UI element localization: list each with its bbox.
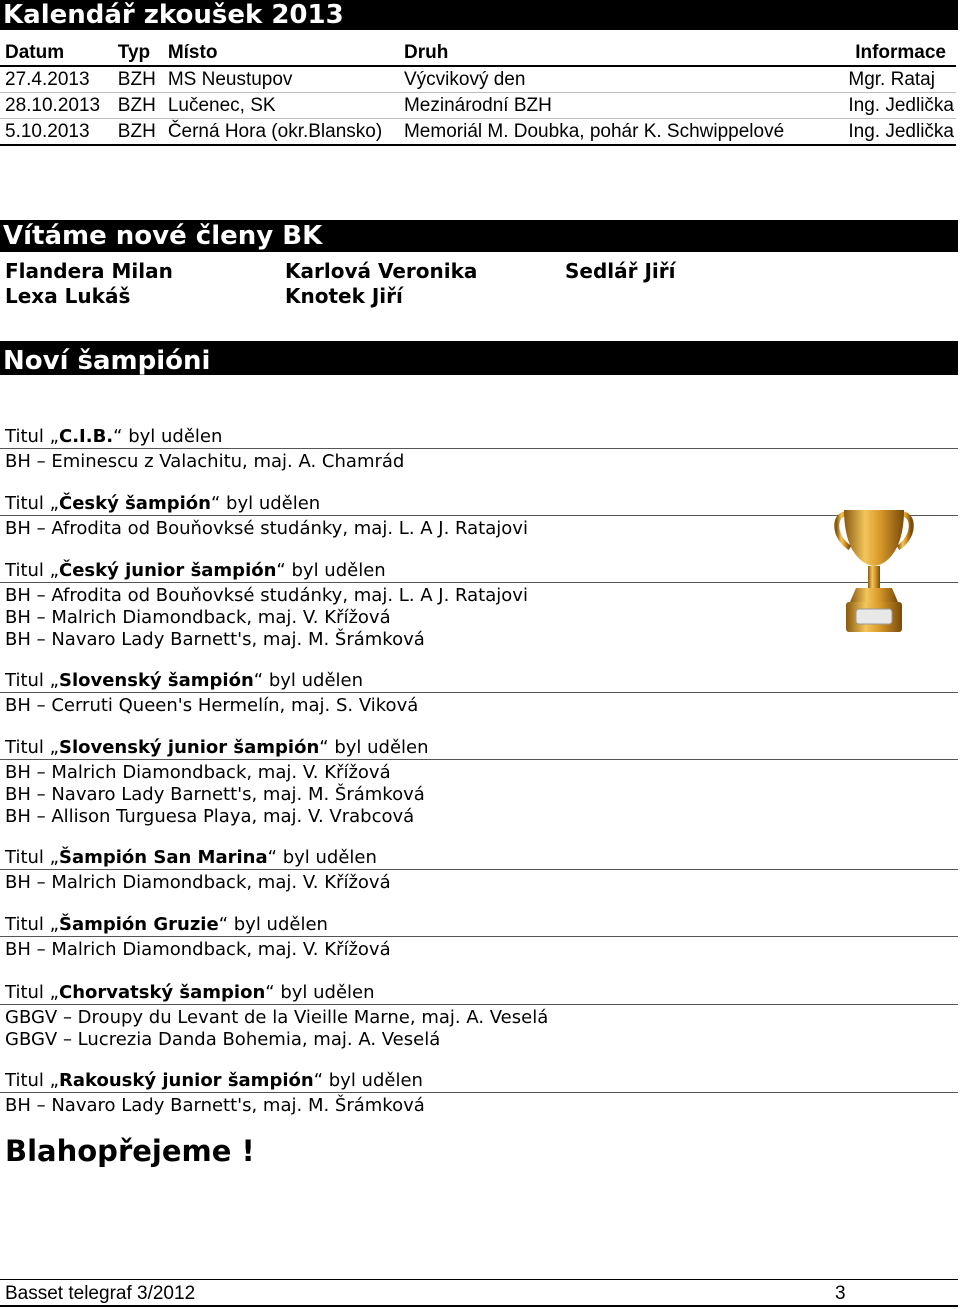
open-quote: „	[49, 982, 59, 1003]
cell-date: 5.10.2013	[5, 121, 90, 142]
column-header-place: Místo	[167, 42, 218, 63]
champion-dog: BH – Navaro Lady Barnett's, maj. M. Šrámková	[5, 1095, 425, 1116]
cell-info: Ing. Jedlička	[848, 121, 954, 142]
awarded-word: byl udělen	[282, 847, 377, 868]
close-quote: “	[210, 493, 221, 514]
awarded-word: byl udělen	[328, 1070, 423, 1091]
column-header-date: Datum	[5, 42, 65, 63]
page-footer	[0, 1279, 958, 1307]
member-name: Flandera Milan	[5, 259, 173, 283]
champion-title: Slovenský junior šampión	[58, 737, 320, 758]
champion-title: Šampión San Marina	[58, 847, 268, 868]
cell-kind: Memoriál M. Doubka, pohár K. Schwippelové	[403, 121, 785, 142]
publication-name: Basset telegraf 3/2012	[5, 1283, 196, 1304]
column-header-kind: Druh	[403, 42, 449, 63]
cell-place: Lučenec, SK	[167, 95, 276, 116]
awarded-word: byl udělen	[226, 493, 321, 514]
close-quote: “	[267, 847, 277, 868]
title-line	[0, 913, 958, 937]
open-quote: „	[49, 737, 59, 758]
awarded-word: byl udělen	[291, 560, 386, 581]
champion-title: Rakouský junior šampión	[58, 1070, 314, 1091]
champion-dog: BH – Cerruti Queen's Hermelín, maj. S. Viková	[5, 695, 419, 716]
champion-dog: BH – Afrodita od Bouňovksé studánky, maj. L. A J. Ratajovi	[5, 518, 528, 539]
column-header-info: Informace	[855, 42, 946, 63]
title-word: Titul	[5, 670, 44, 691]
champion-dog: BH – Malrich Diamondback, maj. V. Křížová	[5, 762, 391, 783]
champion-dog: GBGV – Droupy du Levant de la Vieille Marne, maj. A. Veselá	[5, 1007, 549, 1028]
title-line	[0, 559, 958, 583]
cell-place: Černá Hora (okr.Blansko)	[167, 121, 383, 142]
member-name: Knotek Jiří	[285, 284, 403, 308]
title-word: Titul	[5, 982, 44, 1003]
champion-title: Šampión Gruzie	[58, 914, 219, 935]
champion-dog: BH – Navaro Lady Barnett's, maj. M. Šrámková	[5, 784, 425, 805]
title-line	[0, 736, 958, 760]
title-word: Titul	[5, 737, 44, 758]
cell-date: 27.4.2013	[5, 69, 90, 90]
title-line	[0, 1069, 958, 1093]
member-name: Karlová Veronika	[285, 259, 478, 283]
open-quote: „	[49, 426, 59, 447]
awarded-word: byl udělen	[268, 670, 364, 691]
champion-dog: BH – Eminescu z Valachitu, maj. A. Chamrád	[5, 451, 405, 472]
cell-info: Ing. Jedlička	[848, 95, 954, 116]
open-quote: „	[49, 670, 59, 691]
close-quote: “	[113, 426, 123, 447]
calendar-heading: Kalendář zkoušek 2013	[0, 0, 958, 30]
close-quote: “	[265, 982, 275, 1003]
table-row	[0, 119, 956, 146]
title-line	[0, 425, 958, 449]
title-word: Titul	[5, 426, 44, 447]
champion-dog: BH – Malrich Diamondback, maj. V. Křížová	[5, 939, 391, 960]
title-line	[0, 846, 958, 870]
champion-title: Chorvatský šampion	[58, 982, 266, 1003]
title-word: Titul	[5, 847, 44, 868]
cell-kind: Výcvikový den	[403, 69, 526, 90]
close-quote: “	[276, 560, 286, 581]
champion-title: Slovenský šampión	[58, 670, 254, 691]
champion-dog: BH – Malrich Diamondback, maj. V. Křížová	[5, 607, 391, 628]
awarded-word: byl udělen	[334, 737, 429, 758]
cell-kind: Mezinárodní BZH	[403, 95, 552, 116]
cell-type: BZH	[117, 121, 156, 142]
champion-dog: BH – Afrodita od Bouňovksé studánky, maj. L. A J. Ratajovi	[5, 585, 528, 606]
close-quote: “	[218, 914, 229, 935]
page-number: 3	[835, 1283, 846, 1304]
open-quote: „	[49, 914, 59, 935]
table-row	[0, 93, 956, 119]
open-quote: „	[49, 847, 59, 868]
title-line	[0, 492, 958, 516]
title-word: Titul	[5, 493, 44, 514]
champion-title: Český šampión	[58, 493, 211, 514]
champion-title: C.I.B.	[58, 426, 114, 447]
awarded-word: byl udělen	[280, 982, 375, 1003]
member-name: Lexa Lukáš	[5, 284, 131, 308]
title-line	[0, 669, 958, 693]
open-quote: „	[49, 560, 59, 581]
cell-place: MS Neustupov	[167, 69, 293, 90]
new-champions-heading: Noví šampióni	[0, 341, 958, 375]
cell-date: 28.10.2013	[5, 95, 101, 116]
cell-type: BZH	[117, 95, 156, 116]
champion-dog: BH – Malrich Diamondback, maj. V. Křížová	[5, 872, 391, 893]
close-quote: “	[319, 737, 329, 758]
table-header-row	[0, 40, 956, 66]
column-header-type: Typ	[117, 42, 151, 63]
exam-calendar-table	[0, 40, 956, 146]
open-quote: „	[49, 1070, 59, 1091]
trophy-icon	[832, 506, 916, 636]
cell-type: BZH	[117, 69, 156, 90]
champion-dog: BH – Navaro Lady Barnett's, maj. M. Šrámková	[5, 629, 425, 650]
champion-dog: BH – Allison Turguesa Playa, maj. V. Vrabcová	[5, 806, 415, 827]
awarded-word: byl udělen	[233, 914, 328, 935]
new-members-heading: Vítáme nové členy BK	[0, 220, 958, 252]
champion-dog: GBGV – Lucrezia Danda Bohemia, maj. A. Veselá	[5, 1029, 441, 1050]
cell-info: Mgr. Rataj	[848, 69, 935, 90]
title-word: Titul	[5, 560, 44, 581]
title-word: Titul	[5, 1070, 44, 1091]
close-quote: “	[253, 670, 264, 691]
open-quote: „	[49, 493, 59, 514]
title-line	[0, 981, 958, 1005]
table-row	[0, 66, 956, 93]
awarded-word: byl udělen	[128, 426, 223, 447]
title-word: Titul	[5, 914, 44, 935]
member-name: Sedlář Jiří	[565, 259, 676, 283]
congratulations-text: Blahopřejeme !	[5, 1134, 255, 1168]
champion-title: Český junior šampión	[58, 560, 277, 581]
close-quote: “	[313, 1070, 324, 1091]
